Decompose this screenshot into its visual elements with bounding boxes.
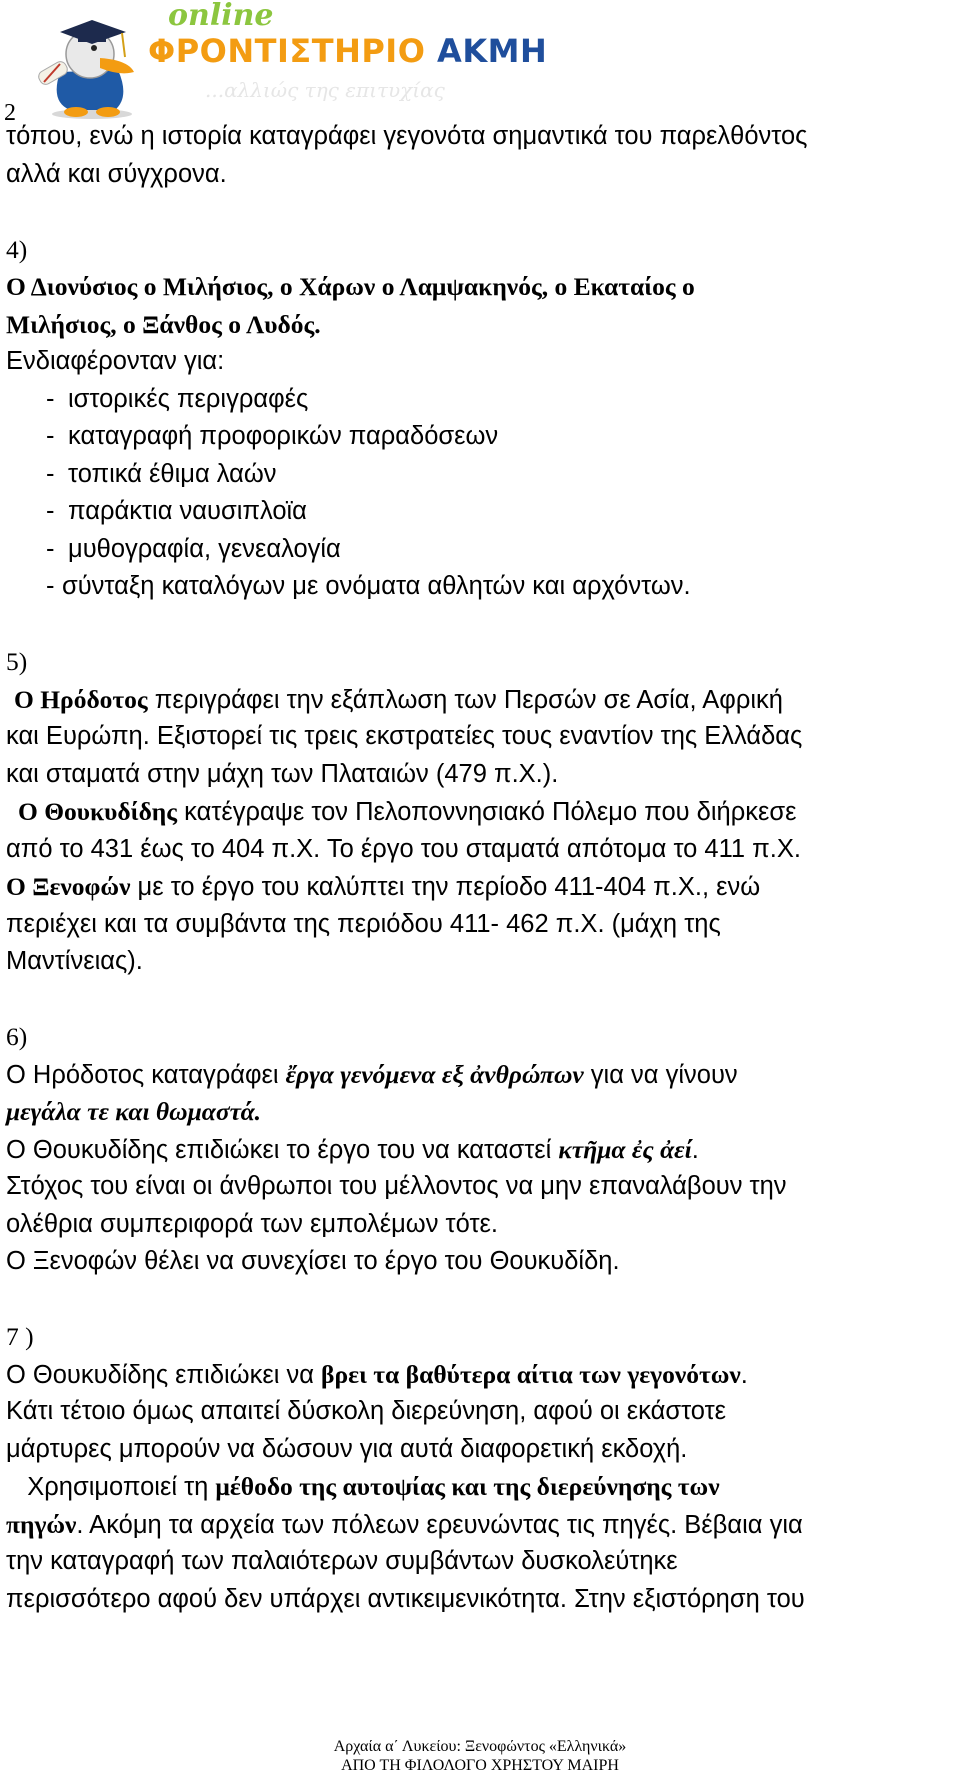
text-line [6, 1468, 956, 1506]
text-run: . [691, 1135, 699, 1164]
list-item-text: παράκτια ναυσιπλοϊα [68, 497, 307, 525]
document-body [6, 118, 956, 1618]
section-number-6: 6) [6, 1022, 28, 1051]
page-number: 2 [4, 100, 16, 126]
list-item-text: τοπικά έθιμα λαών [68, 459, 277, 488]
bold-run: βρει τα βαθύτερα αίτια των γεγονότων [321, 1359, 741, 1389]
text-line: και σταματά στην μάχη των Πλαταιών (479 π.Χ.). [6, 759, 559, 788]
text-line: Μαντίνειας). [6, 947, 143, 975]
text-line: περιέχει και τα συμβάντα της περιόδου 411- 462 π.Χ. (μάχη της [6, 909, 721, 938]
section-number-5: 5) [6, 647, 28, 676]
logo-brand-part-2: ΑΚΜΗ [437, 32, 548, 70]
text-line: Ο Διονύσιος ο Μιλήσιος, ο Χάρων ο Λαμψακηνός, ο Εκαταίος ο [6, 272, 695, 301]
text-line [6, 1056, 956, 1094]
bold-name: Ο Ξενοφών [6, 872, 131, 901]
text-line [6, 868, 956, 906]
footer-line-2: ΑΠΟ ΤΗ ΦΙΛΟΛΟΓΟ ΧΡΗΣΤΟΥ ΜΑΙΡΗ [341, 1757, 619, 1774]
text-line [6, 681, 956, 719]
bold-name: Ο Ηρόδοτος [14, 684, 148, 714]
quote-run: κτῆμα ἐς ἀεί [558, 1134, 692, 1164]
text-line: και Ευρώπη. Εξιστορεί τις τρεις εκστρατείες τους εναντίον της Ελλάδας [6, 722, 803, 750]
text-run: . [740, 1360, 748, 1389]
logo-brand [148, 32, 547, 70]
text-line [6, 1356, 956, 1394]
text-line: περισσότερο αφού δεν υπάρχει αντικειμενικότητα. Στην εξιστόρηση του [6, 1584, 805, 1613]
bold-name: Ο Θουκυδίδης [18, 797, 178, 826]
text-run: . Ακόμη τα αρχεία των πόλεων ερευνώντας τις πηγές. Βέβαια για [76, 1510, 803, 1539]
list-item: - σύνταξη καταλόγων με ονόματα αθλητών και αρχόντων. [46, 572, 691, 600]
quote-run: ἔργα γενόμενα εξ ἀνθρώπων [285, 1059, 584, 1089]
text-line [6, 793, 956, 831]
text-line: αλλά και σύγχρονα. [6, 159, 227, 188]
logo-brand-part-1: ΦΡΟΝΤΙΣΤΗΡΙΟ [148, 32, 426, 70]
text-line: την καταγραφή των παλαιότερων συμβάντων δυσκολεύτηκε [6, 1547, 678, 1575]
footer-line-1: Αρχαία α΄ Λυκείου: Ξενοφώντος «Ελληνικά» [333, 1738, 627, 1755]
text-run: Ο Θουκυδίδης επιδιώκει το έργο του να καταστεί [6, 1135, 559, 1164]
list-item: - ιστορικές περιγραφές [46, 384, 309, 413]
logo-online-text: online [168, 0, 274, 33]
text-run: Ο Θουκυδίδης επιδιώκει να [6, 1360, 322, 1389]
text-line: Κάτι τέτοιο όμως απαιτεί δύσκολη διερεύνηση, αφού οι εκάστοτε [6, 1397, 727, 1425]
list-item: - παράκτια ναυσιπλοϊα [46, 497, 307, 525]
text-line: από το 431 έως το 404 π.Χ. Το έργο του σταματά απότομα το 411 π.Χ. [6, 834, 801, 863]
graduate-mascot-icon [30, 2, 150, 120]
header-logo [30, 2, 550, 120]
text-run: με το έργο του καλύπτει την περίοδο 411-404 π.Χ., ενώ [130, 873, 761, 901]
text-line: Μιλήσιος, ο Ξάνθος ο Λυδός. [6, 309, 321, 339]
text-run: για να γίνουν [583, 1060, 738, 1089]
text-run: περιγράφει την εξάπλωση των Περσών σε Ασία, Αφρική [147, 685, 783, 714]
list-item: - καταγραφή προφορικών παραδόσεων [46, 422, 499, 450]
logo-tagline: ...αλλιώς της επιτυχίας [205, 78, 445, 102]
section-number-7: 7 ) [6, 1322, 34, 1351]
text-run: Ο Ηρόδοτος καταγράφει [6, 1060, 286, 1089]
bold-run: μέθοδο της αυτοψίας και της διερεύνησης των [215, 1472, 720, 1501]
bold-run: πηγών [6, 1509, 77, 1539]
list-item-text: σύνταξη καταλόγων με ονόματα αθλητών και αρχόντων. [62, 572, 691, 600]
text-line: Ο Ξενοφών θέλει να συνεχίσει το έργο του Θουκυδίδη. [6, 1247, 620, 1275]
text-run: κατέγραψε τον Πελοποννησιακό Πόλεμο που διήρκεσε [177, 798, 797, 826]
quote-line: μεγάλα τε και θωμαστά. [6, 1097, 262, 1126]
text-line [6, 1131, 956, 1169]
list-item-text: ιστορικές περιγραφές [68, 384, 309, 413]
list-item-text: μυθογραφία, γενεαλογία [68, 534, 341, 563]
page-footer [0, 1737, 960, 1775]
text-line: μάρτυρες μπορούν να δώσουν για αυτά διαφορετική εκδοχή. [6, 1434, 688, 1463]
text-line: τόπου, ενώ η ιστορία καταγράφει γεγονότα σημαντικά του παρελθόντος [6, 122, 808, 150]
list-item: - μυθογραφία, γενεαλογία [46, 534, 341, 563]
section-number-4: 4) [6, 234, 28, 264]
text-line [6, 1506, 956, 1544]
text-line: ολέθρια συμπεριφορά των εμπολέμων τότε. [6, 1209, 498, 1238]
text-line: Ενδιαφέρονταν για: [6, 347, 225, 375]
text-line: Στόχος του είναι οι άνθρωποι του μέλλοντος να μην επαναλάβουν την [6, 1172, 787, 1200]
list-item: - τοπικά έθιμα λαών [46, 459, 277, 488]
text-run: Χρησιμοποιεί τη [6, 1473, 216, 1501]
list-item-text: καταγραφή προφορικών παραδόσεων [68, 422, 499, 450]
